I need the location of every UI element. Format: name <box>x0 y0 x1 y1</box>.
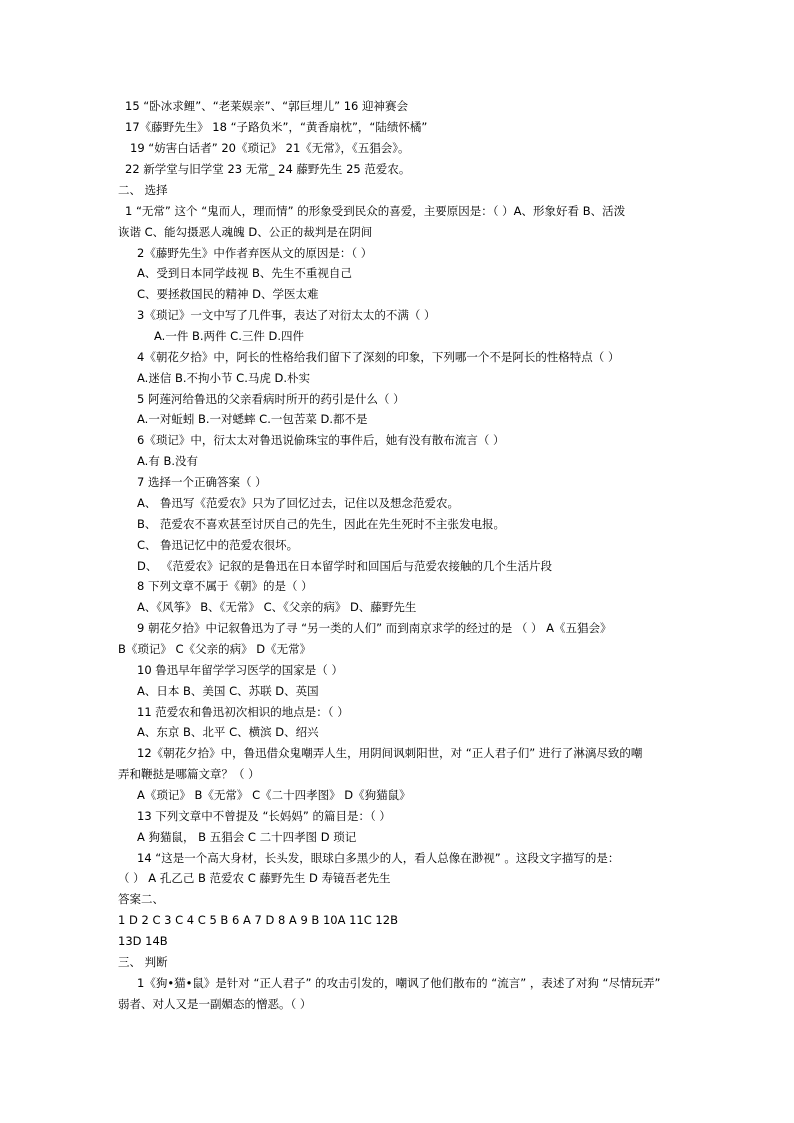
section-heading: 二、 选择 <box>118 183 168 197</box>
question-text: 11 范爱农和鲁迅初次相识的地点是：（ ） <box>137 705 349 719</box>
option-text: A、受到日本同学歧视 B、先生不重视自己 <box>137 266 352 280</box>
question-text: 3《琐记》一文中写了几件事，表达了对衍太太的不满（ ） <box>137 308 436 322</box>
question-text: 8 下列文章不属于《朝》的是（ ） <box>137 579 313 593</box>
question-text: 13 下列文章中不曾提及 “长妈妈” 的篇目是：（ ） <box>137 809 391 823</box>
question-text: 9 朝花夕拾》中记叙鲁迅为了寻 “另一类的人们” 而到南京求学的经过的是 （ ） A《五猖会》 <box>137 621 612 635</box>
option-text: A 狗猫鼠， B 五猖会 C 二十四孝图 D 琐记 <box>137 830 357 844</box>
option-text: A.一件 B.两件 C.三件 D.四件 <box>154 329 305 343</box>
section-heading: 三、 判断 <box>118 955 168 969</box>
option-text: A《琐记》 B《无常》 C《二十四孝图》 D《狗猫鼠》 <box>137 788 411 802</box>
text-line: 22 新学堂与旧学堂 23 无常_ 24 藤野先生 25 范爱农。 <box>125 162 411 176</box>
question-text: 诙谐 C、能勾摄恶人魂魄 D、公正的裁判是在阴间 <box>118 225 373 239</box>
answer-heading: 答案二、 <box>118 892 164 906</box>
answer-key: 13D 14B <box>118 934 168 948</box>
text-line: 19 “妨害白话者” 20《琐记》 21《无常》，《五猖会》。 <box>130 141 410 155</box>
option-text: C、要拯救国民的精神 D、学医太难 <box>137 287 319 301</box>
option-text: （ ） A 孔乙己 B 范爱农 C 藤野先生 D 寿镜吾老先生 <box>118 871 391 885</box>
question-text: 弱者、对人又是一副媚态的憎恶。（ ） <box>118 997 312 1011</box>
question-text: 4《朝花夕拾》中，阿长的性格给我们留下了深刻的印象，下列哪一个不是阿长的性格特点（ ） <box>137 350 620 364</box>
option-text: A、 鲁迅写《范爱农》只为了回忆过去，记住以及想念范爱农。 <box>137 496 460 510</box>
option-text: A、《风筝》 B、《无常》 C、《父亲的病》 D、藤野先生 <box>137 600 417 614</box>
question-text: 10 鲁迅早年留学学习医学的国家是（ ） <box>137 663 343 677</box>
question-text: 弄和鞭挞是哪篇文章？（ ） <box>118 767 260 781</box>
text-line: 17《藤野先生》 18 “子路负米”，“黄香扇枕”，“陆绩怀橘” <box>125 120 428 134</box>
text-line: 15 “卧冰求鲤”、“老莱娱亲”、“郭巨埋儿” 16 迎神赛会 <box>125 99 408 113</box>
option-text: A.迷信 B.不拘小节 C.马虎 D.朴实 <box>137 371 311 385</box>
option-text: A、日本 B、美国 C、苏联 D、英国 <box>137 684 319 698</box>
answer-key: 1 D 2 C 3 C 4 C 5 B 6 A 7 D 8 A 9 B 10A 11C 12B <box>118 913 398 927</box>
option-text: B、 范爱农不喜欢甚至讨厌自己的先生，因此在先生死时不主张发电报。 <box>137 517 506 531</box>
question-text: 14 “这是一个高大身材，长头发，眼球白多黑少的人，看人总像在渺视” 。这段文字描写的是： <box>137 851 620 865</box>
option-text: D、 《范爱农》记叙的是鲁迅在日本留学时和回国后与范爱农接触的几个生活片段 <box>137 559 553 573</box>
question-text: 7 选择一个正确答案（ ） <box>137 475 267 489</box>
question-text: 5 阿莲河给鲁迅的父亲看病时所开的药引是什么（ ） <box>137 392 405 406</box>
option-text: A.一对蚯蚓 B.一对蟋蟀 C.一包苦菜 D.都不是 <box>137 412 368 426</box>
question-text: 6《琐记》中，衍太太对鲁迅说偷珠宝的事件后，她有没有散布流言（ ） <box>137 433 505 447</box>
question-text: 1《狗•猫•鼠》是针对 “正人君子” 的攻击引发的，嘲讽了他们散布的 “流言” ，表述了对狗 “尽情玩弄” <box>137 976 661 990</box>
question-text: 2《藤野先生》中作者弃医从文的原因是：（ ） <box>137 246 373 260</box>
option-text: B《琐记》 C《父亲的病》 D《无常》 <box>118 642 312 656</box>
option-text: C、 鲁迅记忆中的范爱农很坏。 <box>137 538 299 552</box>
option-text: A.有 B.没有 <box>137 454 199 468</box>
question-text: 12《朝花夕拾》中，鲁迅借众鬼嘲弄人生，用阴间讽刺阳世，对 “正人君子们” 进行了淋漓尽致的嘲 <box>137 746 643 760</box>
question-text: 1 “无常” 这个 “鬼而人，理而情” 的形象受到民众的喜爱，主要原因是：（ ）A、形象好看 B、活泼 <box>125 204 626 218</box>
option-text: A、东京 B、北平 C、横滨 D、绍兴 <box>137 725 319 739</box>
